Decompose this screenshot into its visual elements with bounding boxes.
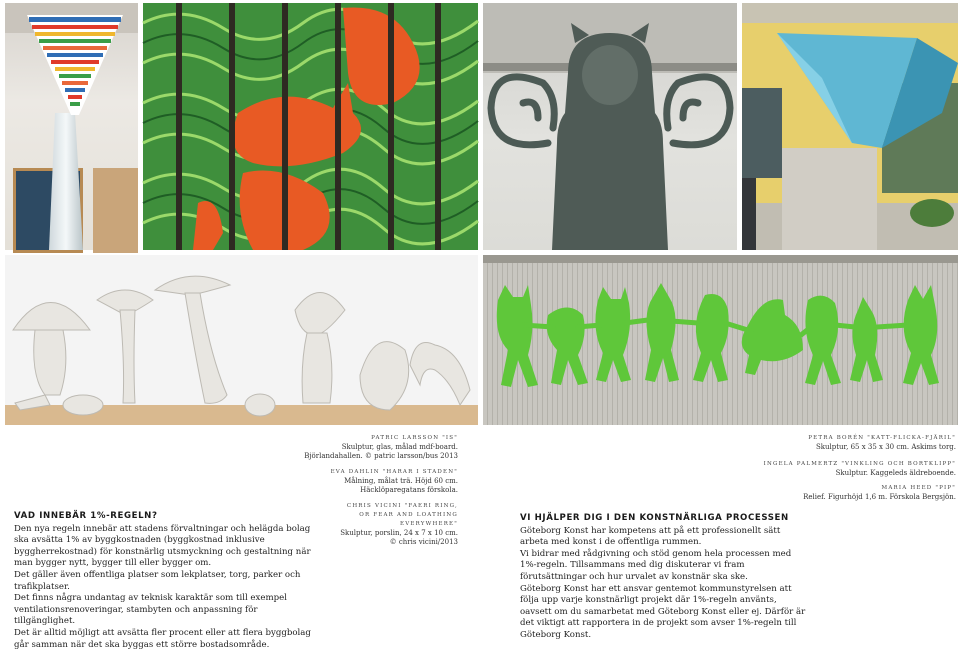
- paragraph: Vi bidrar med rådgivning och stöd genom hela processen med 1%-regeln. Tillsammans med dig diskuterar vi fram förutsättningar och hur urvalet av konstnär ska ske.: [520, 548, 792, 582]
- caption-line: Skulptur, porslin, 24 x 7 x 10 cm.: [340, 529, 458, 537]
- caption-line: Skulptur. Kaggeleds äldreboende.: [835, 469, 956, 477]
- photo-fox-painting: [143, 3, 478, 250]
- section-heading: VAD INNEBÄR 1%-REGELN?: [14, 511, 158, 521]
- caption-line: Häcklöparegatans förskola.: [360, 486, 458, 494]
- paragraph: Den nya regeln innebär att stadens förvaltningar och helägda bolag ska avsätta 1% av byggkostnaden (byggkostnad inklusive byggherrekostnad) för konstnärlig utsmyckning och gestaltning när man bygger nytt, bygger till eller bygger om.: [14, 523, 311, 569]
- caption-artist-title: MARIA HEED "PIP": [881, 485, 956, 491]
- cone-sculpture-graphic: [5, 3, 138, 250]
- caption-artist-title: CHRIS VICINI "FAERI RING,: [346, 503, 458, 509]
- caption-line: Skulptur, 65 x 35 x 30 cm. Askims torg.: [815, 443, 956, 451]
- left-text-section: [14, 511, 314, 651]
- photo-bronze-fairy: [483, 3, 737, 250]
- caption-line: Björlandahallen. © patric larsson/bus 2013: [304, 452, 458, 460]
- caption-eva-dahlin: [300, 468, 458, 495]
- photo-green-silhouettes: [483, 255, 958, 425]
- paragraph: Göteborg Konst har kompetens att på ett professionellt sätt arbeta med konst i de offentliga rummen.: [520, 525, 781, 548]
- caption-ingela-palmertz: [760, 460, 956, 478]
- caption-artist-title: EVA DAHLIN "HARAR I STADEN": [330, 469, 458, 475]
- paragraph: Det gäller även offentliga platser som lekplatser, torg, parker och trafikplatser.: [14, 569, 301, 592]
- section-heading: VI HJÄLPER DIG I DEN KONSTNÄRLIGA PROCESSEN: [520, 513, 789, 523]
- photo-striped-glass-sculpture: [5, 3, 138, 250]
- silhouettes-graphic: [483, 255, 958, 425]
- caption-maria-heed: [760, 484, 956, 502]
- fairy-sculpture-graphic: [483, 3, 737, 250]
- caption-artist-title: INGELA PALMERTZ "VINKLING OCH BORTKLIPP": [763, 461, 956, 467]
- caption-line: Skulptur, glas, målad mdf-board.: [341, 443, 458, 451]
- caption-artist-title: PATRIC LARSSON "IS": [371, 435, 458, 441]
- paragraph: Det finns några undantag av teknisk karaktär som till exempel ventilationsrenoveringar, stambyten och anpassning för tillgänglighet.: [14, 593, 287, 627]
- right-text-section: [520, 513, 810, 642]
- photo-white-mushrooms: [5, 255, 478, 425]
- caption-chris-vicini: [300, 502, 458, 547]
- caption-patric-larsson: [300, 434, 458, 461]
- fox-painting-graphic: [143, 3, 478, 250]
- mushroom-sculptures-graphic: [5, 255, 478, 425]
- caption-line: © chris vicini/2013: [389, 538, 458, 546]
- caption-artist-title: PETRA BORÉN "KATT-FLICKA-FJÄRIL": [808, 435, 956, 441]
- caption-line: Målning, målat trä. Höjd 60 cm.: [344, 477, 458, 485]
- caption-petra-boren: [760, 434, 956, 452]
- geometric-sculpture-graphic: [742, 3, 958, 250]
- caption-artist-title: OR FEAR AND LOATHING EVERYWHERE": [359, 512, 458, 527]
- photo-blue-geometric-sculpture: [742, 3, 958, 250]
- caption-line: Relief. Figurhöjd 1,6 m. Förskola Bergsjön.: [803, 493, 956, 501]
- paragraph: Göteborg Konst har ett ansvar gentemot kommunstyrelsen att följa upp varje konstnärligt projekt där 1%-regeln använts, oavsett om du samarbetat med Göteborg Konst eller ej. Därför är det viktigt att rapportera in de projekt som avser 1%-regeln till Göteborg Konst.: [520, 583, 806, 640]
- paragraph: Det är alltid möjligt att avsätta fler procent eller att flera byggbolag går samman när det ska byggas ett större bostadsområde.: [14, 627, 311, 650]
